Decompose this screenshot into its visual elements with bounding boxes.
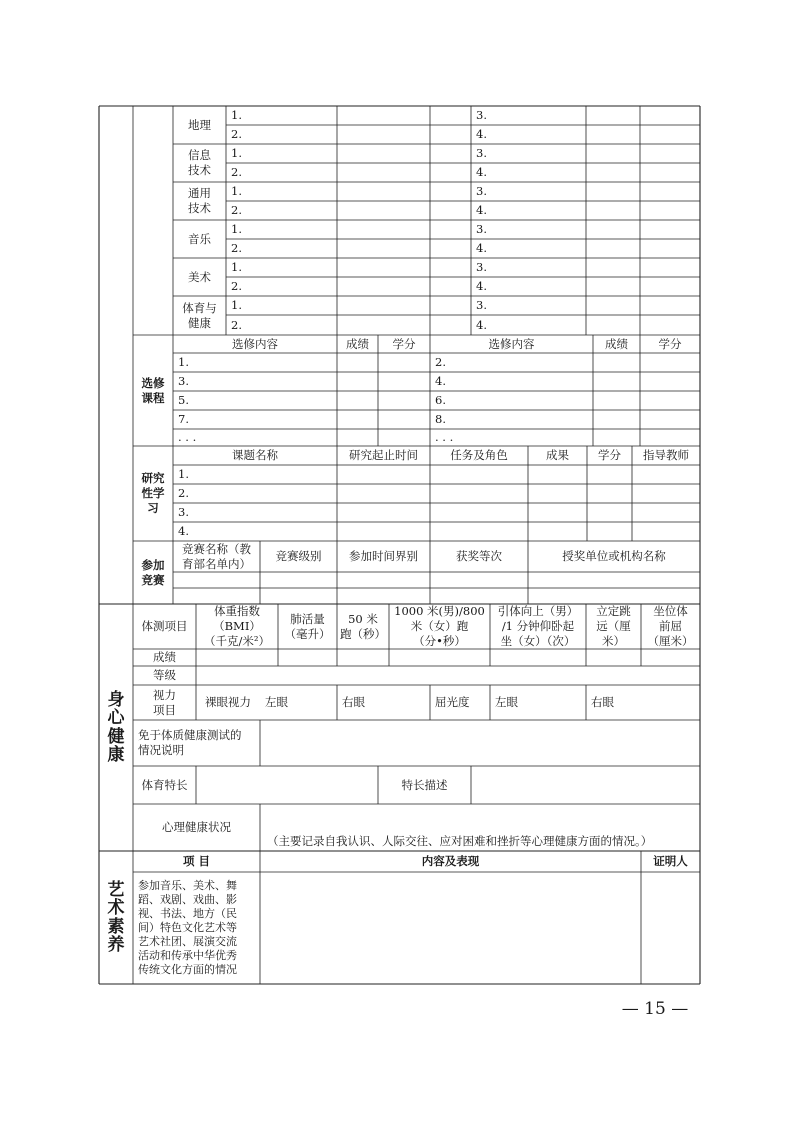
elective-item: 4. bbox=[435, 374, 446, 389]
subject-item: 1. bbox=[231, 260, 242, 275]
research-header: 指导教师 bbox=[643, 448, 689, 463]
arts-header: 证明人 bbox=[653, 854, 688, 869]
subject-score-cell[interactable] bbox=[337, 239, 430, 258]
subject-score-cell[interactable] bbox=[430, 125, 471, 144]
subject-item: 4. bbox=[476, 279, 487, 294]
competition-header: 竞赛名称（教 育部名单内） bbox=[182, 541, 251, 571]
subject-item: 1. bbox=[231, 222, 242, 237]
subject-score-cell[interactable] bbox=[430, 163, 471, 182]
elective-item: 5. bbox=[178, 393, 189, 408]
subject-item: 2. bbox=[231, 203, 242, 218]
fitness-header: 引体向上（男） /1 分钟仰卧起 坐（女）（次） bbox=[497, 604, 579, 648]
subject-item: 3. bbox=[476, 146, 487, 161]
research-item: 2. bbox=[178, 486, 189, 501]
subject-item: 1. bbox=[231, 184, 242, 199]
subject-item: 3. bbox=[476, 108, 487, 123]
subject-score-cell[interactable] bbox=[640, 296, 700, 315]
subject-score-cell[interactable] bbox=[640, 258, 700, 277]
subject-score-cell[interactable] bbox=[430, 144, 471, 163]
fitness-header: 立定跳 远（厘 米） bbox=[596, 604, 631, 648]
mental-health-note: （主要记录自我认识、人际交往、应对困难和挫折等心理健康方面的情况。） bbox=[267, 833, 653, 848]
subject-item: 1. bbox=[231, 108, 242, 123]
subject-score-cell[interactable] bbox=[337, 106, 430, 125]
subject-score-cell[interactable] bbox=[640, 106, 700, 125]
health-section-title: 身 心 健 康 bbox=[107, 689, 125, 765]
competition-header: 获奖等次 bbox=[456, 549, 502, 564]
elective-section-title: 选修 课程 bbox=[141, 375, 165, 405]
competition-header: 参加时间界别 bbox=[349, 549, 418, 564]
subject-score-cell[interactable] bbox=[430, 258, 471, 277]
subject-name: 地理 bbox=[188, 117, 211, 132]
elective-header: 成绩 bbox=[605, 336, 628, 351]
subject-name: 体育与 健康 bbox=[182, 300, 217, 330]
subject-score-cell[interactable] bbox=[586, 315, 640, 335]
fitness-grade-label: 等级 bbox=[153, 668, 176, 683]
subject-score-cell[interactable] bbox=[586, 125, 640, 144]
subject-score-cell[interactable] bbox=[586, 239, 640, 258]
research-section-title: 研究 性学 习 bbox=[141, 471, 165, 515]
elective-header: 选修内容 bbox=[232, 336, 278, 351]
subject-score-cell[interactable] bbox=[640, 277, 700, 296]
mental-health-label: 心理健康状况 bbox=[162, 820, 231, 835]
subject-item: 4. bbox=[476, 241, 487, 256]
subject-score-cell[interactable] bbox=[337, 315, 430, 335]
competition-header: 竞赛级别 bbox=[275, 549, 322, 564]
fitness-header: 肺活量 （毫升） bbox=[284, 611, 331, 641]
subject-item: 2. bbox=[231, 317, 242, 332]
vision-item: 裸眼视力 bbox=[205, 695, 251, 710]
subject-score-cell[interactable] bbox=[640, 182, 700, 201]
fitness-score-label: 成绩 bbox=[153, 650, 176, 665]
subject-score-cell[interactable] bbox=[337, 201, 430, 220]
subject-score-cell[interactable] bbox=[337, 258, 430, 277]
arts-header: 内容及表现 bbox=[421, 854, 480, 869]
page-number: — 15 — bbox=[621, 999, 689, 1019]
fitness-header: 1000 米(男)/800 米（女）跑 （分•秒） bbox=[394, 604, 485, 648]
subject-score-cell[interactable] bbox=[586, 163, 640, 182]
subject-score-cell[interactable] bbox=[640, 220, 700, 239]
vision-item: 右眼 bbox=[342, 695, 365, 710]
fitness-header: 坐位体 前屈 （厘米） bbox=[647, 604, 694, 648]
vision-item: 右眼 bbox=[591, 695, 614, 710]
competition-header: 授奖单位或机构名称 bbox=[562, 549, 666, 564]
subject-score-cell[interactable] bbox=[586, 277, 640, 296]
subject-item: 2. bbox=[231, 127, 242, 142]
subject-score-cell[interactable] bbox=[430, 315, 471, 335]
subject-item: 4. bbox=[476, 317, 487, 332]
research-header: 研究起止时间 bbox=[349, 448, 418, 463]
subject-score-cell[interactable] bbox=[586, 258, 640, 277]
subject-score-cell[interactable] bbox=[640, 315, 700, 335]
subject-score-cell[interactable] bbox=[337, 163, 430, 182]
research-item: 1. bbox=[178, 467, 189, 482]
subject-item: 4. bbox=[476, 165, 487, 180]
research-item: 3. bbox=[178, 505, 189, 520]
elective-item: 6. bbox=[435, 393, 446, 408]
subject-score-cell[interactable] bbox=[430, 182, 471, 201]
research-header: 学分 bbox=[598, 448, 621, 463]
arts-item-description: 参加音乐、美术、舞 蹈、戏剧、戏曲、影 视、书法、地方（民 间）特色文化艺术等 艺术社团、展演交流 活动和传承中华优秀 传统文化方面的情况 bbox=[138, 878, 237, 977]
subject-score-cell[interactable] bbox=[430, 277, 471, 296]
subject-score-cell[interactable] bbox=[430, 106, 471, 125]
subject-score-cell[interactable] bbox=[640, 163, 700, 182]
subject-score-cell[interactable] bbox=[640, 144, 700, 163]
arts-header: 项 目 bbox=[182, 854, 210, 869]
elective-item: . . . bbox=[178, 430, 197, 445]
elective-header: 学分 bbox=[658, 336, 682, 351]
subject-item: 1. bbox=[231, 146, 242, 161]
subject-score-cell[interactable] bbox=[337, 277, 430, 296]
research-header: 成果 bbox=[546, 448, 569, 463]
subject-score-cell[interactable] bbox=[430, 220, 471, 239]
research-header: 课题名称 bbox=[232, 448, 278, 463]
subject-score-cell[interactable] bbox=[640, 125, 700, 144]
subject-score-cell[interactable] bbox=[586, 182, 640, 201]
subject-score-cell[interactable] bbox=[337, 144, 430, 163]
subject-score-cell[interactable] bbox=[586, 144, 640, 163]
research-header: 任务及角色 bbox=[450, 448, 508, 463]
subject-score-cell[interactable] bbox=[640, 201, 700, 220]
elective-item: 1. bbox=[178, 355, 189, 370]
subject-score-cell[interactable] bbox=[430, 239, 471, 258]
elective-item: . . . bbox=[435, 430, 454, 445]
vision-item: 左眼 bbox=[495, 695, 518, 710]
specialty-desc-label: 特长描述 bbox=[401, 777, 448, 792]
subject-item: 3. bbox=[476, 184, 487, 199]
exemption-label: 免于体质健康测试的 情况说明 bbox=[138, 728, 242, 757]
elective-header: 学分 bbox=[392, 336, 416, 351]
subject-score-cell[interactable] bbox=[586, 106, 640, 125]
subject-score-cell[interactable] bbox=[337, 125, 430, 144]
fitness-header: 50 米 跑（秒） bbox=[340, 611, 386, 641]
competition-section-title: 参加 竞赛 bbox=[141, 557, 165, 587]
subject-score-cell[interactable] bbox=[337, 182, 430, 201]
elective-item: 3. bbox=[178, 374, 189, 389]
subject-name: 通用 技术 bbox=[188, 186, 211, 215]
subject-item: 3. bbox=[476, 298, 487, 313]
subject-score-cell[interactable] bbox=[430, 201, 471, 220]
subject-score-cell[interactable] bbox=[337, 296, 430, 315]
vision-label: 视力 项目 bbox=[153, 687, 176, 717]
elective-item: 8. bbox=[435, 412, 446, 427]
subject-item: 2. bbox=[231, 241, 242, 256]
subject-name: 美术 bbox=[188, 269, 211, 284]
subject-item: 4. bbox=[476, 203, 487, 218]
subject-item: 2. bbox=[231, 165, 242, 180]
elective-item: 2. bbox=[435, 355, 446, 370]
subject-item: 2. bbox=[231, 279, 242, 294]
elective-item: 7. bbox=[178, 412, 189, 427]
subject-item: 3. bbox=[476, 260, 487, 275]
fitness-header: 体测项目 bbox=[141, 619, 188, 634]
arts-section-title: 艺 术 素 养 bbox=[107, 879, 125, 955]
subject-score-cell[interactable] bbox=[430, 296, 471, 315]
elective-header: 选修内容 bbox=[488, 336, 535, 351]
subject-item: 3. bbox=[476, 222, 487, 237]
subject-score-cell[interactable] bbox=[586, 220, 640, 239]
subject-score-cell[interactable] bbox=[337, 220, 430, 239]
subject-score-cell[interactable] bbox=[586, 201, 640, 220]
subject-name: 音乐 bbox=[188, 231, 211, 246]
subject-item: 4. bbox=[476, 127, 487, 142]
research-item: 4. bbox=[178, 524, 189, 539]
vision-item: 左眼 bbox=[265, 695, 288, 710]
vision-item: 屈光度 bbox=[435, 695, 470, 710]
fitness-header: 体重指数 （BMI） （千克/米²） bbox=[204, 604, 270, 648]
subject-score-cell[interactable] bbox=[586, 296, 640, 315]
subject-name: 信息 技术 bbox=[188, 148, 211, 177]
sports-specialty-label: 体育特长 bbox=[141, 777, 188, 792]
subject-score-cell[interactable] bbox=[640, 239, 700, 258]
subject-item: 1. bbox=[231, 298, 242, 313]
elective-header: 成绩 bbox=[346, 336, 369, 351]
